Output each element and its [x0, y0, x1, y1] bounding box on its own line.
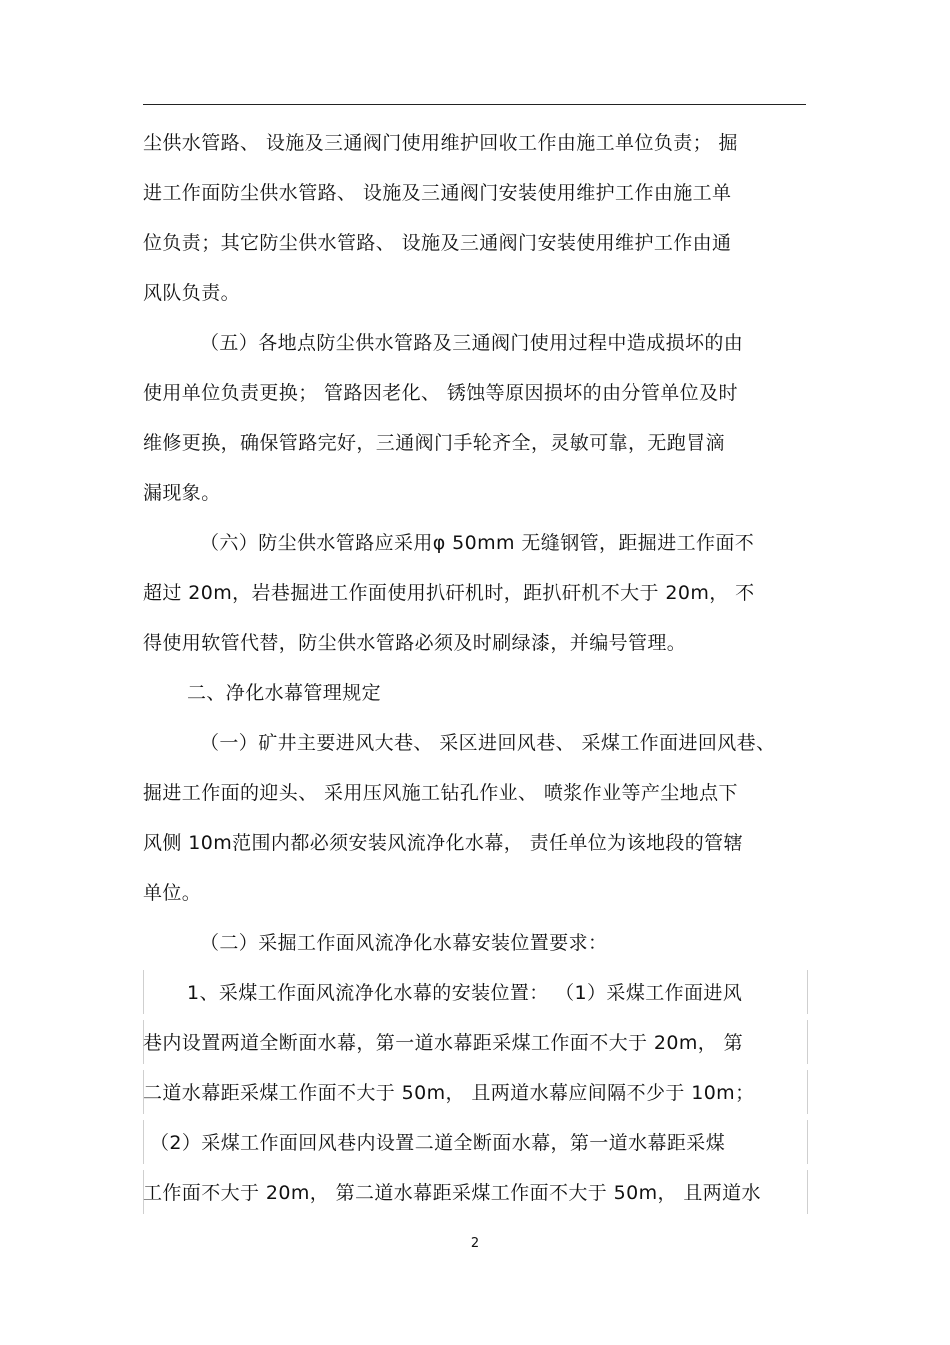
- text-line: 掘进工作面的迎头、 采用压风施工钻孔作业、 喷浆作业等产尘地点下: [143, 782, 738, 804]
- header-rule: [143, 104, 806, 105]
- text-line: 1、采煤工作面风流净化水幕的安装位置： （1）采煤工作面进风: [187, 982, 743, 1004]
- text-line: 进工作面防尘供水管路、 设施及三通阀门安装使用维护工作由施工单: [143, 182, 732, 204]
- text-line: 超过 20m，岩巷掘进工作面使用扒矸机时，距扒矸机不大于 20m， 不: [143, 582, 755, 604]
- text-line: （二）采掘工作面风流净化水幕安装位置要求：: [200, 932, 608, 954]
- text-line: 使用单位负责更换； 管路因老化、 锈蚀等原因损坏的由分管单位及时: [143, 382, 738, 404]
- text-line: （一）矿井主要进风大巷、 采区进回风巷、 采煤工作面进回风巷、: [200, 732, 776, 754]
- text-line: 巷内设置两道全断面水幕，第一道水幕距采煤工作面不大于 20m， 第: [143, 1032, 743, 1054]
- text-line: 二道水幕距采煤工作面不大于 50m， 且两道水幕应间隔不少于 10m；: [143, 1082, 755, 1104]
- text-line: （2）采煤工作面回风巷内设置二道全断面水幕，第一道水幕距采煤: [150, 1132, 726, 1154]
- text-line: 单位。: [143, 882, 202, 904]
- text-line: （六）防尘供水管路应采用φ 50mm 无缝钢管，距掘进工作面不: [200, 532, 755, 554]
- text-line: （五）各地点防尘供水管路及三通阀门使用过程中造成损坏的由: [200, 332, 744, 354]
- text-line: 风队负责。: [143, 282, 241, 304]
- text-line: 维修更换，确保管路完好，三通阀门手轮齐全，灵敏可靠，无跑冒滴: [143, 432, 726, 454]
- page-number: 2: [470, 1236, 480, 1251]
- text-line: 风侧 10m范围内都必须安装风流净化水幕， 责任单位为该地段的管辖: [143, 832, 743, 854]
- text-line: 尘供水管路、 设施及三通阀门使用维护回收工作由施工单位负责； 掘: [143, 132, 738, 154]
- text-line: 工作面不大于 20m， 第二道水幕距采煤工作面不大于 50m， 且两道水: [143, 1182, 761, 1204]
- text-line: 漏现象。: [143, 482, 221, 504]
- text-line: 位负责；其它防尘供水管路、 设施及三通阀门安装使用维护工作由通: [143, 232, 732, 254]
- section-heading: 二、净化水幕管理规定: [187, 682, 382, 704]
- text-line: 得使用软管代替，防尘供水管路必须及时刷绿漆，并编号管理。: [143, 632, 687, 654]
